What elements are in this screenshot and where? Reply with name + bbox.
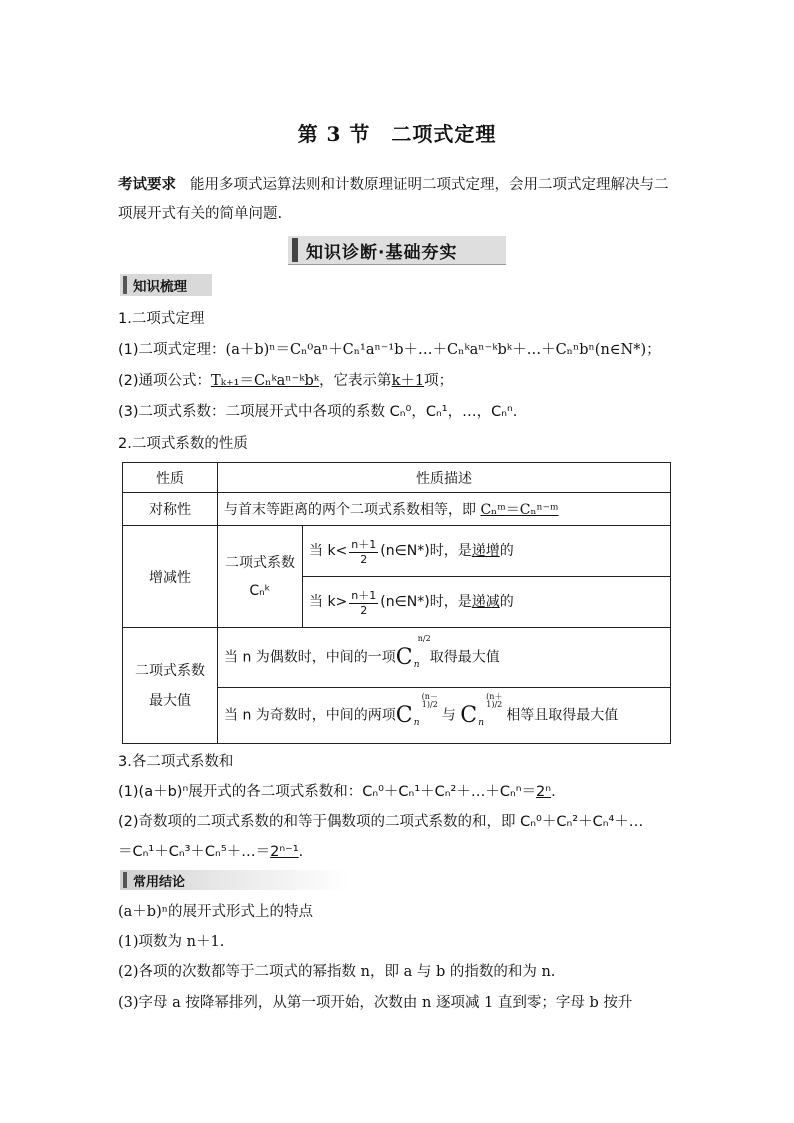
item1-line2: (2)通项公式：Tₖ₊₁＝Cₙᵏaⁿ⁻ᵏbᵏ，它表示第k＋1项；	[118, 373, 454, 389]
cell-symmetry: 对称性	[123, 493, 218, 526]
coefficient-sum-answer: 2ⁿ	[536, 784, 552, 800]
section-knowledge-title: 知识梳理	[133, 279, 187, 295]
requirement-label: 考试要求	[118, 176, 176, 193]
item1-line1: (1)二项式定理：(a＋b)ⁿ＝Cₙ⁰aⁿ＋Cₙ¹aⁿ⁻¹b＋…＋Cₙᵏaⁿ⁻ᵏbᵏ＋…＋Cₙⁿbⁿ(n∈N*)；	[118, 342, 661, 358]
page-title: 第 3 节 二项式定理	[297, 122, 497, 146]
binomial-c-odd-1: C (n－1)/2 n	[395, 692, 438, 728]
binomial-theorem-formula: (a＋b)ⁿ＝Cₙ⁰aⁿ＋Cₙ¹aⁿ⁻¹b＋…＋Cₙᵏaⁿ⁻ᵏbᵏ＋…＋Cₙⁿbⁿ(n∈N*)；	[225, 342, 661, 358]
header-property: 性质	[123, 463, 218, 493]
item2-heading: 2.二项式系数的性质	[118, 436, 248, 452]
cell-symmetry-desc: 与首末等距离的两个二项式系数相等，即 Cₙᵐ＝Cₙⁿ⁻ᵐ	[218, 493, 671, 526]
section-conclusion-header	[120, 870, 350, 890]
item3-heading: 3.各二项式系数和	[118, 754, 234, 770]
term-index-answer: k＋1	[391, 373, 425, 389]
binomial-c-odd-2: C (n＋1)/2 n	[460, 692, 503, 728]
item1-line3: (3)二项式系数：二项展开式中各项的系数 Cₙ⁰，Cₙ¹，…，Cₙⁿ.	[118, 404, 518, 420]
banner-title: 知识诊断·基础夯实	[306, 242, 458, 263]
item3-line3: ＝Cₙ¹＋Cₙ³＋Cₙ⁵＋…＝2ⁿ⁻¹.	[118, 844, 304, 860]
section-knowledge-header	[120, 274, 212, 296]
table-row-symmetry	[123, 493, 671, 526]
fraction: $\frac{n+1}{2}$	[351, 589, 377, 617]
section-bar-icon	[123, 872, 127, 888]
decreasing-answer: 递减	[471, 594, 500, 610]
general-term-formula: Tₖ₊₁＝Cₙᵏaⁿ⁻ᵏbᵏ	[211, 373, 320, 389]
table-row-monotonic-a	[123, 526, 671, 577]
section-banner	[288, 236, 506, 265]
cell-max-odd: 当 n 为奇数时，中间的两项C (n－1)/2 n 与 C (n＋1)/2 n 相等且取得最大值	[218, 688, 671, 744]
symmetry-formula: Cₙᵐ＝Cₙⁿ⁻ᵐ	[480, 502, 559, 518]
cell-max-even: 当 n 为偶数时，中间的一项C n/2 n 取得最大值	[218, 628, 671, 688]
cell-monotonic: 增减性	[123, 526, 218, 628]
cell-coefficient-label: 二项式系数 Cₙᵏ	[218, 526, 303, 628]
table-header-row	[123, 463, 671, 493]
odd-even-sum-answer: 2ⁿ⁻¹	[270, 844, 299, 860]
cell-increasing: 当 k< $\frac{n+1}{2}$ (n∈N*)时，是递增的	[303, 526, 671, 577]
table-row-max-even	[123, 628, 671, 688]
section-bar-icon	[123, 276, 127, 294]
conclusion-line2: (2)各项的次数都等于二项式的幂指数 n，即 a 与 b 的指数的和为 n.	[118, 964, 556, 980]
properties-table	[122, 462, 671, 744]
section-conclusion-title: 常用结论	[133, 874, 186, 890]
banner-bar-icon	[292, 238, 298, 262]
conclusion-line3: (3)字母 a 按降幂排列，从第一项开始，次数由 n 逐项减 1 直到零；字母 b 按升	[118, 995, 633, 1011]
binomial-c-even: C n/2 n	[395, 634, 431, 670]
conclusion-line1: (1)项数为 n＋1.	[118, 934, 225, 950]
cell-decreasing: 当 k> $\frac{n+1}{2}$ (n∈N*)时，是递减的	[303, 577, 671, 628]
conclusion-line0: (a＋b)ⁿ的展开式形式上的特点	[118, 904, 314, 920]
requirement-text: 能用多项式运算法则和计数原理证明二项式定理，会用二项式定理解决与二项展开式有关的简单问题.	[118, 177, 669, 222]
increasing-answer: 递增	[471, 543, 500, 559]
cell-max-value: 二项式系数最大值	[123, 628, 218, 744]
item3-line2: (2)奇数项的二项式系数的和等于偶数项的二项式系数的和，即 Cₙ⁰＋Cₙ²＋Cₙ⁴＋…	[118, 814, 644, 830]
fraction: $\frac{n+1}{2}$	[351, 538, 377, 566]
header-description: 性质描述	[218, 463, 671, 493]
item3-line1: (1)(a＋b)ⁿ展开式的各二项式系数和：Cₙ⁰＋Cₙ¹＋Cₙ²＋…＋Cₙⁿ＝2ⁿ.	[118, 784, 556, 800]
exam-requirement	[118, 170, 678, 229]
item1-heading: 1.二项式定理	[118, 311, 205, 327]
